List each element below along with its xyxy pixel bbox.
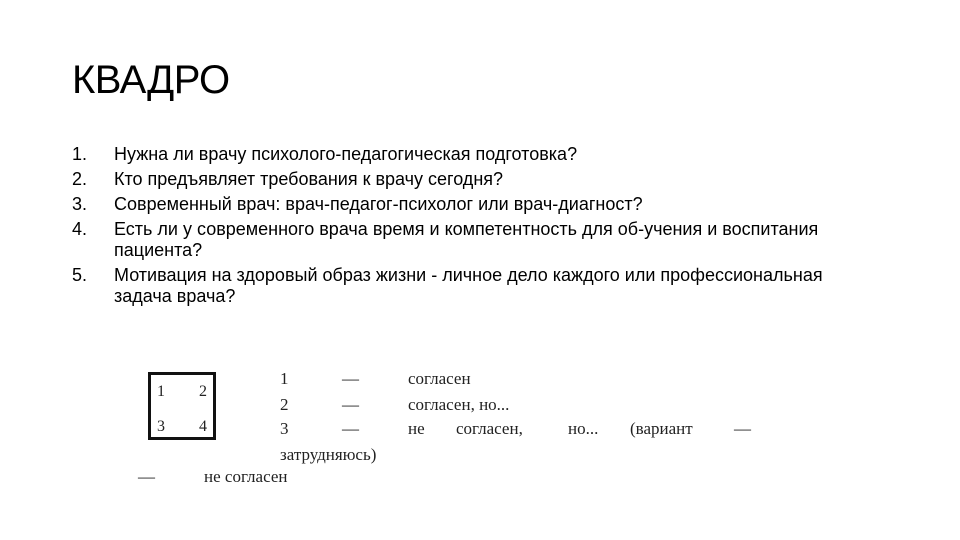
scanned-figure [130, 364, 790, 494]
question-number: 5. [72, 265, 88, 285]
answer-dash: — [342, 419, 359, 438]
answer-row [130, 394, 790, 416]
quadrant-label: 2 [199, 383, 207, 400]
answer-text: затрудняюсь) [280, 445, 377, 464]
answer-word: — [734, 419, 751, 438]
question-item [72, 144, 832, 165]
answer-word: согласен, [456, 419, 523, 438]
answer-text: согласен [408, 369, 471, 388]
question-text: Современный врач: врач-педагог-психолог или врач-диагност? [114, 194, 643, 214]
question-item [72, 194, 832, 215]
question-text: Кто предъявляет требования к врачу сегодня? [114, 169, 504, 189]
answer-dash: — [138, 467, 155, 486]
answer-row [130, 466, 790, 488]
answer-text: согласен, но... [408, 395, 510, 414]
question-text: Мотивация на здоровый образ жизни - личное дело каждого или профессиональная задача врача? [114, 265, 823, 306]
slide-title: КВАДРО [72, 58, 230, 102]
question-number: 3. [72, 194, 88, 214]
question-item [72, 169, 832, 190]
answer-number: 3 [280, 419, 289, 438]
answer-word: (вариант [630, 419, 693, 438]
question-list [72, 144, 832, 311]
answer-row [130, 444, 790, 466]
answer-dash: — [342, 369, 359, 388]
question-text: Есть ли у современного врача время и компетентность для об-учения и воспитания пациента? [114, 219, 819, 260]
question-number: 4. [72, 219, 88, 239]
answer-word: но... [568, 419, 599, 438]
answer-row [130, 418, 790, 440]
question-text: Нужна ли врачу психолого-педагогическая подготовка? [114, 144, 578, 164]
question-number: 2. [72, 169, 88, 189]
quadrant-label: 1 [157, 383, 165, 400]
question-item [72, 265, 832, 307]
answer-text: не согласен [204, 467, 288, 486]
answer-number: 2 [280, 395, 289, 414]
answer-word: не [408, 419, 425, 438]
answer-number: 1 [280, 369, 289, 388]
answer-row [130, 368, 790, 390]
question-number: 1. [72, 144, 88, 164]
quadrant-label: 3 [157, 418, 165, 435]
question-item [72, 219, 832, 261]
quadrant-label: 4 [199, 418, 207, 435]
answer-dash: — [342, 395, 359, 414]
